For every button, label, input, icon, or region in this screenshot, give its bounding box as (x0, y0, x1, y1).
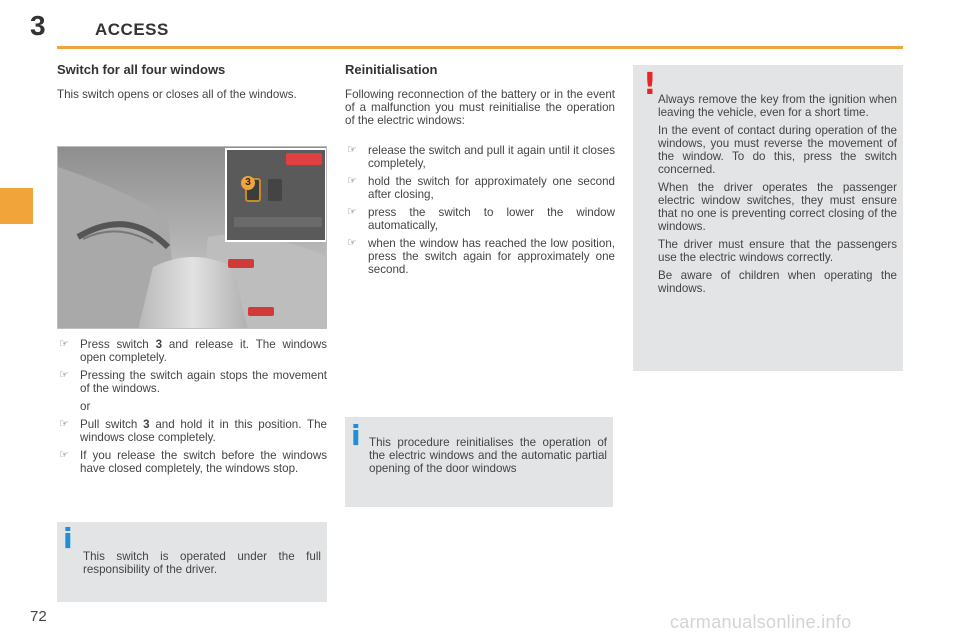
warning-text (658, 93, 897, 300)
list-item (57, 338, 327, 364)
list-item-text: hold the switch for approximately one second after closing, (368, 175, 615, 201)
warning-paragraph: When the driver operates the passenger electric window switches, they must ensure that no one is preventing correct closing of the windows. (658, 181, 897, 233)
switch-info-box (57, 522, 327, 602)
switch-photo (57, 146, 327, 329)
list-item (57, 400, 327, 413)
info-icon: i (63, 522, 73, 555)
list-item (345, 144, 615, 170)
section-heading-reinit: Reinitialisation (345, 62, 438, 77)
chapter-title: ACCESS (95, 20, 169, 39)
list-item (57, 369, 327, 395)
reinit-info-box (345, 417, 613, 507)
pointing-hand-icon: ☞ (347, 237, 357, 249)
warning-paragraph: The driver must ensure that the passengers use the electric windows correctly. (658, 238, 897, 264)
section-heading-switch: Switch for all four windows (57, 62, 226, 77)
warning-box (633, 65, 903, 371)
page-number: 72 (30, 608, 47, 625)
switch-callout-3: 3 (241, 176, 255, 190)
list-item-text: and release it. The windows open completely. (80, 338, 327, 364)
reinit-info-text: This procedure reinitialises the operation of the electric windows and the automatic partial opening of the door windows (369, 436, 607, 475)
list-item-text: Pressing the switch again stops the movement of the windows. (80, 369, 327, 395)
switch-intro: This switch opens or closes all of the windows. (57, 88, 297, 101)
header-divider (57, 46, 903, 49)
warning-icon: ! (643, 67, 657, 102)
warning-paragraph: In the event of contact during operation of the windows, you must reverse the movement of the window. To do this, press the switch concerned. (658, 124, 897, 176)
list-item-text: Pull switch (80, 418, 144, 431)
switch-info-text: This switch is operated under the full responsibility of the driver. (83, 550, 321, 576)
pointing-hand-icon: ☞ (347, 144, 357, 156)
list-item (345, 175, 615, 201)
pointing-hand-icon: ☞ (59, 338, 69, 350)
list-item-text: If you release the switch before the windows have closed completely, the windows stop. (80, 449, 327, 475)
switch-reference: 3 (143, 418, 150, 431)
list-item-text: and hold it in this position. The windows close completely. (80, 418, 327, 444)
pointing-hand-icon: ☞ (347, 206, 357, 218)
list-item-text: Press switch (80, 338, 156, 351)
switch-reference: 3 (155, 338, 163, 351)
list-item (57, 418, 327, 444)
chapter-number: 3 (30, 10, 46, 41)
list-item-text: when the window has reached the low position, press the switch again for approximately one second. (368, 237, 615, 276)
watermark: carmanualsonline.info (670, 612, 852, 632)
reinit-steps (345, 144, 615, 281)
list-item (345, 206, 615, 232)
reinit-intro: Following reconnection of the battery or in the event of a malfunction you must reinitialise the operation of the electric windows: (345, 88, 615, 127)
pointing-hand-icon: ☞ (59, 369, 69, 381)
chapter-side-tab (0, 188, 33, 224)
pointing-hand-icon: ☞ (347, 175, 357, 187)
list-item-text: press the switch to lower the window automatically, (368, 206, 615, 232)
pointing-hand-icon: ☞ (59, 418, 69, 430)
info-icon: i (351, 419, 361, 452)
warning-paragraph: Always remove the key from the ignition when leaving the vehicle, even for a short time. (658, 93, 897, 119)
list-item-text: release the switch and pull it again until it closes completely, (368, 144, 615, 170)
list-item (345, 237, 615, 276)
list-item-text: or (80, 400, 91, 413)
switch-instructions (57, 338, 327, 480)
list-item (57, 449, 327, 475)
pointing-hand-icon: ☞ (59, 449, 69, 461)
warning-paragraph: Be aware of children when operating the windows. (658, 269, 897, 295)
